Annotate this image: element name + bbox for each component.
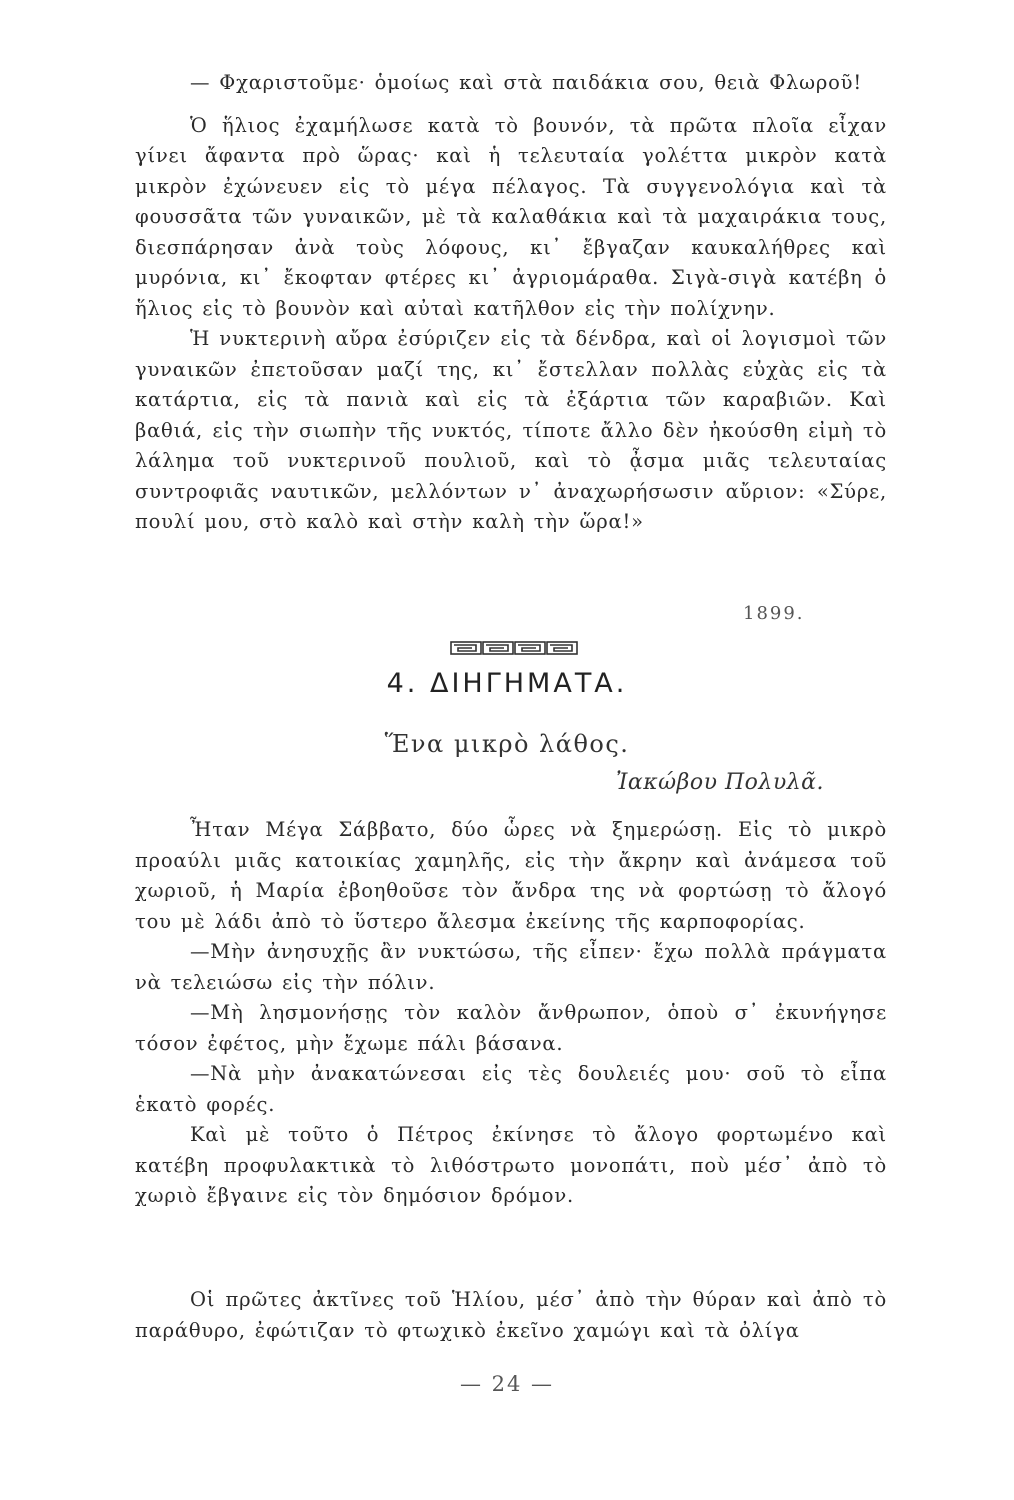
- story-dialogue: —Μὴ λησμονήσῃς τὸν καλὸν ἄνθρωπον, ὁποὺ σ᾽ ἐκυνήγησε τόσον ἐφέτος, μὴν ἔχωμε πάλι βάσανα.: [135, 1001, 887, 1055]
- story-title: Ἕνα μικρὸ λάθος.: [384, 730, 630, 758]
- body-paragraph: Ἡ νυκτερινὴ αὔρα ἐσύριζεν εἰς τὰ δένδρα, καὶ οἱ λογισμοὶ τῶν γυναικῶν ἐπετοῦσαν μαζί της, κι᾽ ἔστελλαν πολλὰς εὐχὰς εἰς τὰ κατάρτια, εἰς τὰ πανιὰ καὶ εἰς τὰ ἐξάρτια τῶν καραβιῶν. Καὶ βαθιά, εἰς τὴν σιωπὴν τῆς νυκτός, τίποτε ἄλλο δὲν ἠκούσθη εἰμὴ τὸ λάλημα τοῦ νυκτερινοῦ πουλιοῦ, καὶ τὸ ᾆσμα μιᾶς τελευταίας συντροφιᾶς ναυτικῶν, μελλόντων ν᾽ ἀναχωρήσωσιν αὔριον: «Σύρε, πουλί μου, στὸ καλὸ καὶ στὴν καλὴ τὴν ὥρα!»: [135, 327, 887, 533]
- body-paragraph: Ὁ ἥλιος ἐχαμήλωσε κατὰ τὸ βουνόν, τὰ πρῶτα πλοῖα εἶχαν γίνει ἄφαντα πρὸ ὥρας· καὶ ἡ τελευταία γολέττα μικρὸν κατὰ μικρὸν ἐχώνευεν εἰς τὸ μέγα πέλαγος. Τὰ συγγενολόγια καὶ τὰ φουσσᾶτα τῶν γυναικῶν, μὲ τὰ καλαθάκια καὶ τὰ μαχαιράκια τους, διεσπάρησαν ἀνὰ τοὺς λόφους, κι᾽ ἔβγαζαν καυκαλήθρες καὶ μυρόνια, κι᾽ ἔκοφταν φτέρες κι᾽ ἀγριομάραθα. Σιγὰ-σιγὰ κατέβη ὁ ἥλιος εἰς τὸ βουνὸν καὶ αὐταὶ κατῆλθον εἰς τὴν πολίχνην.: [135, 113, 887, 320]
- page-number: — 24 —: [459, 1372, 555, 1396]
- story-author: Ἰακώβου Πολυλᾶ.: [615, 770, 824, 795]
- section-title: 4. ΔΙΗΓΗΜΑΤΑ.: [386, 668, 628, 699]
- story-paragraph: Οἱ πρῶτες ἀκτῖνες τοῦ Ἡλίου, μέσ᾽ ἀπὸ τὴν θύραν καὶ ἀπὸ τὸ παράθυρο, ἐφώτιζαν τὸ φτωχικὸ ἐκεῖνο χαμώγι καὶ τὰ ὀλίγα: [135, 1288, 887, 1342]
- story-dialogue: —Νὰ μὴν ἀνακατώνεσαι εἰς τὲς δουλειές μου· σοῦ τὸ εἶπα ἑκατὸ φορές.: [135, 1062, 887, 1116]
- story-text-block: [135, 815, 887, 1212]
- dialogue-paragraph: — Φχαριστοῦμε· ὁμοίως καὶ στὰ παιδάκια σου, θειὰ Φλωροῦ!: [190, 71, 862, 94]
- date-year: 1899.: [743, 603, 805, 624]
- story-paragraph: Καὶ μὲ τοῦτο ὁ Πέτρος ἐκίνησε τὸ ἄλογο φορτωμένο καὶ κατέβη προφυλακτικὰ τὸ λιθόστρωτο μονοπάτι, ποὺ μέσ᾽ ἀπὸ τὸ χωριὸ ἔβγαινε εἰς τὸν δημόσιον δρόμον.: [135, 1123, 887, 1207]
- story-paragraph: Ἦταν Μέγα Σάββατο, δύο ὧρες νὰ ξημερώσῃ. Εἰς τὸ μικρὸ προαύλι μιᾶς κατοικίας χαμηλῆς, εἰς τὴν ἄκρην καὶ ἀνάμεσα τοῦ χωριοῦ, ἡ Μαρία ἐβοηθοῦσε τὸν ἄνδρα της νὰ φορτώσῃ τὸ ἄλογό του μὲ λάδι ἀπὸ τὸ ὕστερο ἄλεσμα ἐκείνης τῆς καρποφορίας.: [135, 818, 887, 933]
- decorative-divider: [450, 640, 580, 656]
- story-dialogue: —Μὴν ἀνησυχῇς ἂν νυκτώσω, τῆς εἶπεν· ἔχω πολλὰ πράγματα νὰ τελειώσω εἰς τὴν πόλιν.: [135, 940, 887, 994]
- final-text-block: [135, 1285, 887, 1346]
- top-text-block: [135, 68, 887, 538]
